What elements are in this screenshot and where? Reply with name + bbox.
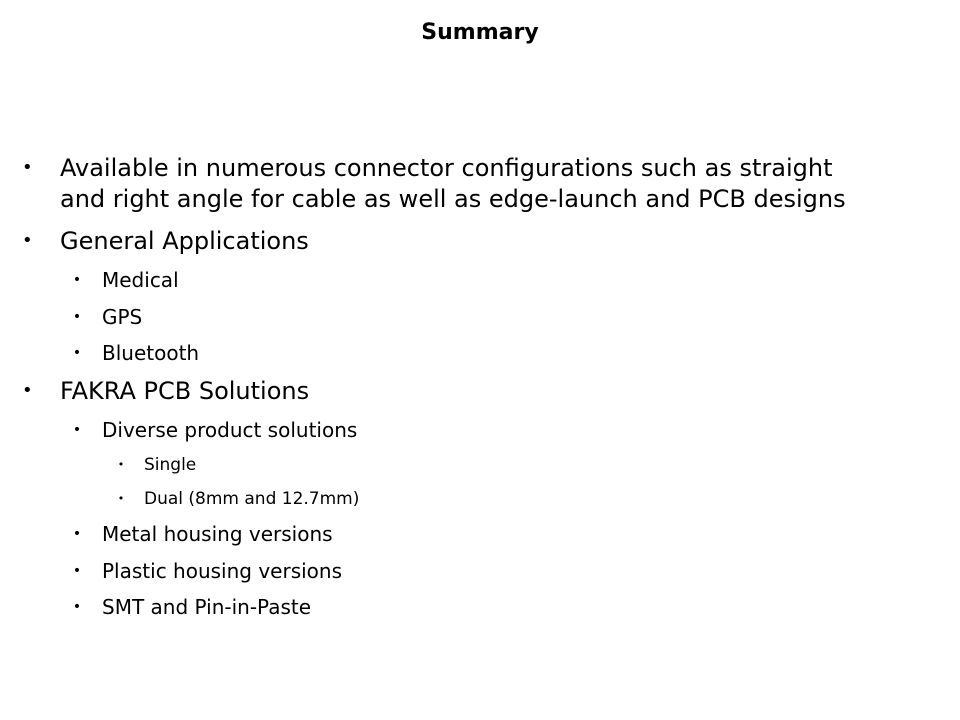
bullet-text: Medical xyxy=(102,268,179,292)
bullet-text: GPS xyxy=(102,305,143,329)
bullet-text: Bluetooth xyxy=(102,341,200,365)
slide-title: Summary xyxy=(421,20,539,45)
bullet-text: Dual (8mm and 12.7mm) xyxy=(144,489,360,509)
bullet-icon: • xyxy=(72,345,82,361)
bullet-icon: • xyxy=(22,380,33,401)
bullet-icon: • xyxy=(72,272,82,288)
bullet-icon: • xyxy=(72,422,82,438)
bullet-icon: • xyxy=(72,309,82,325)
bullet-text: FAKRA PCB Solutions xyxy=(60,377,310,405)
bullet-icon: • xyxy=(117,492,125,505)
bullet-icon: • xyxy=(22,157,33,178)
bullet-text: Metal housing versions xyxy=(102,522,333,546)
bullet-text: Plastic housing versions xyxy=(102,559,343,583)
bullet-text-line-1: Available in numerous connector configurations such as straight xyxy=(60,154,833,182)
bullet-icon: • xyxy=(22,230,33,251)
bullet-icon: • xyxy=(117,458,125,471)
bullet-text: General Applications xyxy=(60,227,309,255)
bullet-text: Diverse product solutions xyxy=(102,418,358,442)
bullet-text: SMT and Pin-in-Paste xyxy=(102,595,312,619)
bullet-text: Single xyxy=(144,455,197,475)
bullet-icon: • xyxy=(72,526,82,542)
bullet-icon: • xyxy=(72,563,82,579)
bullet-text-line-2: and right angle for cable as well as edge-launch and PCB designs xyxy=(60,185,846,213)
bullet-icon: • xyxy=(72,599,82,615)
